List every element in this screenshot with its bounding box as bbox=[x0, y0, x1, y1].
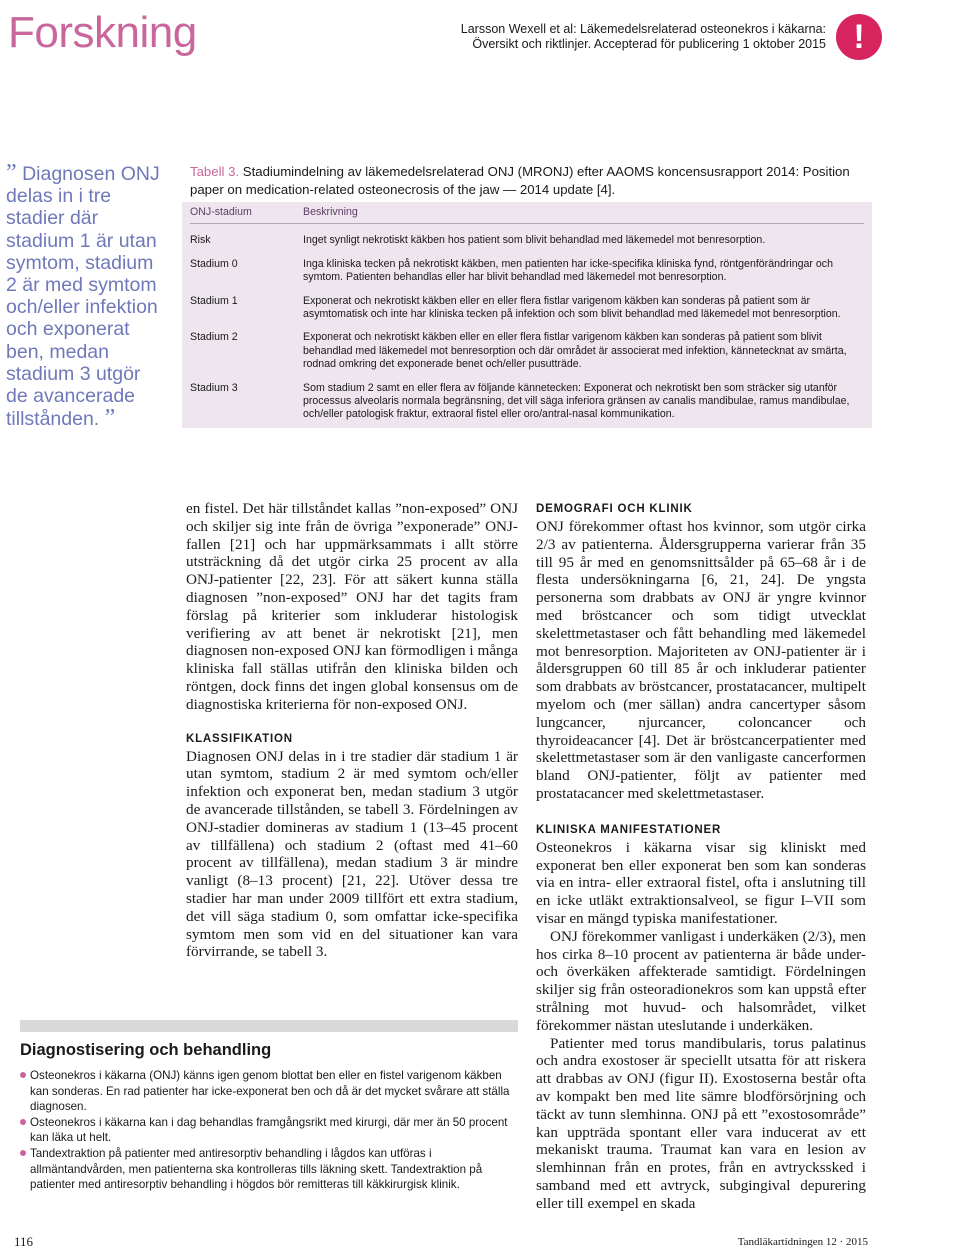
table-caption-text: Stadiumindelning av läkemedelsrelaterad ONJ (MRONJ) efter AAOMS koncensusrapport 2014: Position paper on medication-related osteonecrosis of the jaw — 2014 update [4]. bbox=[190, 164, 850, 197]
table-cell-description: Exponerat och nekrotiskt käkben eller en eller flera fistlar varigenom käkben kan sonderas på patient som är asymtomatisk och inte har kliniska tecken på infektion och som blivit behandlad med läkemedel mot benresorption. bbox=[303, 294, 841, 321]
section-heading-clinical: KLINISKA MANIFESTATIONER bbox=[536, 823, 722, 836]
table-row bbox=[190, 258, 864, 285]
summary-list bbox=[20, 1068, 510, 1193]
section-title: Forskning bbox=[8, 8, 197, 57]
exclamation-icon: ! bbox=[836, 14, 882, 60]
bullet-icon bbox=[20, 1119, 26, 1125]
table-cell-description: Exponerat och nekrotiskt käkben eller en eller flera fistlar varigenom käkben kan sonderas på patient som blivit behandlad med läkemedel mot benresorption och där området är associerat med infektion, kännetecknat av smärta, rodnad omkring det exponerade benet och/eller pusutträde. bbox=[303, 331, 847, 371]
table-header-description: Beskrivning bbox=[303, 206, 358, 218]
citation-line-2: Översikt och riktlinjer. Accepterad för publicering 1 oktober 2015 bbox=[472, 37, 826, 51]
body-paragraph: ONJ förekommer oftast hos kvinnor, som utgör cirka 2/3 av patienterna. Åldersgrupperna varierar från 35 till 95 år med en genomsnittsålder på 65–68 år i de flesta undersökningarna [6, 21, 24]. De yngsta personerna som drabbats av ONJ är yngre kvinnor med bröstcancer och som tidigt utvecklat skelettmetastaser och fått behandling med läkemedel mot benresorption. Majoriteten av ONJ-patienter är i åldersgruppen 60 till 85 år och inkluderar patienter som drabbats av bröstcancer, prostatacancer, multipelt myelom och (mer sällan) andra cancertyper såsom lungcancer, njurcancer, coloncancer och thyroideacancer [4]. Det är bröstcancerpatienter med skelettmetastaser som är den vanligaste cancerformen bland ONJ-patienter, följt av patienter med prostatacancer med skelettmetastaser. bbox=[536, 518, 866, 802]
right-text-column bbox=[536, 502, 866, 1212]
table-row bbox=[190, 234, 864, 247]
page-number: 116 bbox=[14, 1234, 34, 1249]
list-item bbox=[20, 1146, 510, 1193]
close-quote-mark: ” bbox=[104, 405, 116, 432]
table-cell-stage: Stadium 0 bbox=[190, 257, 238, 270]
list-item bbox=[20, 1068, 510, 1115]
table-cell-stage: Stadium 2 bbox=[190, 331, 238, 344]
body-paragraph: Osteonekros i käkarna visar sig kliniskt med exponerat ben eller exponerat ben som kan sonderas via en intra- eller extraoral fistel, ofta i anslutning till en icke utläkt extraktionsalveol, se figur I–VII som visar en mängd typiska manifestationer. bbox=[536, 838, 866, 927]
citation-line-1: Larsson Wexell et al: Läkemedelsrelaterad osteonekros i käkarna: bbox=[460, 22, 826, 36]
table-row bbox=[190, 382, 864, 422]
table-header-stage: ONJ-stadium bbox=[190, 206, 252, 218]
journal-name: Tandläkartidningen 12 · 2015 bbox=[737, 1236, 868, 1248]
classification-section bbox=[186, 732, 518, 962]
bullet-icon bbox=[20, 1072, 26, 1078]
table-header-row bbox=[190, 206, 864, 224]
body-paragraph: en fistel. Det här tillståndet kallas ”non-exposed” ONJ och skiljer sig inte från de övriga ”exponerade” ONJ-fallen [21] och har uppmärksammats i allt större utsträckning då det utgör cirka 25 procent av alla ONJ-patienter [22, 23]. För att säkert kunna ställa diagnosen ”non-exposed” ONJ har det tagits fram förslag på kriterier som inkluderar histologisk verifiering av att benet är nekrotiskt [21], men diagnosen non-exposed ONJ kan förmodligen i många kliniska fall ställas utifrån den kliniska bilden och röntgen, dock finns det ingen global konsensus om de diagnostiska kriterierna för non-exposed ONJ. bbox=[186, 500, 518, 713]
body-paragraph: ONJ förekommer vanligast i underkäken (2/3), men hos cirka 8–10 procent av patienterna är både under- och överkäken affekterade samtidigt. Fördelningen skiljer sig från osteoradionekros som kan uppstå efter strålning mot huvud- och halsområdet, vilket förekommer nästan uteslutande i underkäken. bbox=[536, 927, 866, 1034]
body-paragraph: Diagnosen ONJ delas in i tre stadier där stadium 1 är utan symtom, stadium 2 är med symtom och/eller infektion och exponerat ben, medan stadium 3 utgör de avancerade tillstånden, se tabell 3. Fördelningen av ONJ-stadier domineras av stadium 1 (13–45 procent av tillfällena) och stadium 2 (oftast med 41–60 procent av tillfällena), medan stadium 3 är mindre vanligt (8–13 procent) [21, 22]. Utöver dessa tre stadier har man under 2009 tillfört ett extra stadium, det vill säga stadium 0, som omfattar icke-specifika symtom men som vid en del situationer kan vara förvirrande, se tabell 3. bbox=[186, 747, 518, 961]
table-cell-stage: Stadium 1 bbox=[190, 294, 238, 307]
table-caption bbox=[190, 163, 880, 199]
list-item-text: Osteonekros i käkarna kan i dag behandlas framgångsrikt med kirurgi, där mer än 50 procent kan läka ut helt. bbox=[30, 1115, 508, 1145]
list-item-text: Osteonekros i käkarna (ONJ) känns igen genom blottat ben eller en fistel varigenom käkben kan sonderas. En rad patienter har icke-exponerat ben och då är det mycket svårare att ställa diagnosen. bbox=[30, 1069, 510, 1114]
list-item-text: Tandextraktion på patienter med antiresorptiv behandling i lågdos kan utföras i allmäntandvården, men patienterna ska kontrolleras tills läkning skett. Tandextraktion på patienter med antiresorptiv behandling i högdos bör remitteras till käkkirurgisk klinik. bbox=[30, 1146, 483, 1192]
summary-box bbox=[20, 1040, 510, 1193]
list-item bbox=[20, 1115, 510, 1146]
table-cell-stage: Stadium 3 bbox=[190, 381, 238, 394]
bullet-icon bbox=[20, 1150, 26, 1156]
middle-text-column bbox=[186, 500, 518, 961]
table-label: Tabell 3. bbox=[190, 164, 240, 179]
table-cell-description: Inget synligt nekrotiskt käkben hos patient som blivit behandlad med läkemedel mot benresorption. bbox=[303, 234, 766, 247]
article-citation bbox=[461, 22, 826, 52]
clinical-manifestations-section bbox=[536, 823, 866, 1213]
section-heading-classification: KLASSIFIKATION bbox=[186, 732, 293, 745]
summary-box-title: Diagnostisering och behandling bbox=[20, 1041, 272, 1059]
pull-quote-text: Diagnosen ONJ delas in i tre stadier där stadium 1 är utan symtom, stadium 2 är med symtom och/eller infektion och exponerat ben, medan stadium 3 utgör de avancerade tillstånden. bbox=[6, 163, 160, 431]
body-paragraph: Patienter med torus mandibularis, torus palatinus och andra exostoser är speciellt utsatta för att riskera att drabbas av ONJ (figur II). Exostoserna består ofta av kompakt ben med lite sämre blodförsörjning och täckt av tunn slemhinna. ONJ på ett ”exostosområde” kan uppträda spontant eller vara inducerat av ett mekaniskt trauma. Traumat kan vara en lesion av slemhinnan från en protes, från en avtryckssked i samband med ett avtryck, subgingival depurering eller till exempel en skada bbox=[536, 1034, 866, 1212]
onj-stage-table bbox=[182, 202, 872, 428]
table-cell-description: Inga kliniska tecken på nekrotiskt käkben, men patienten har icke-specifika kliniska fynd, röntgenförändringar och symtom. Patienten behandlas eller har blivit behandlad med läkemedel mot benresorption. bbox=[303, 257, 833, 284]
open-quote-mark: ” bbox=[6, 160, 17, 186]
box-divider bbox=[20, 1020, 518, 1032]
table-cell-description: Som stadium 2 samt en eller flera av följande kännetecken: Exponerat och nekrotiskt ben som sträcker sig utanför processus alveolaris normala begränsning, det vill säga inferiora gränsen av canalis mandibulae, ramus mandibulae, och/eller patologisk fraktur, extraoral fistel eller oro/antral-nasal kommunikation. bbox=[303, 381, 850, 421]
section-heading-demographics: DEMOGRAFI OCH KLINIK bbox=[536, 503, 693, 515]
table-cell-stage: Risk bbox=[190, 234, 211, 247]
pull-quote bbox=[6, 162, 162, 430]
table-row bbox=[190, 295, 864, 322]
table-row bbox=[190, 331, 864, 371]
